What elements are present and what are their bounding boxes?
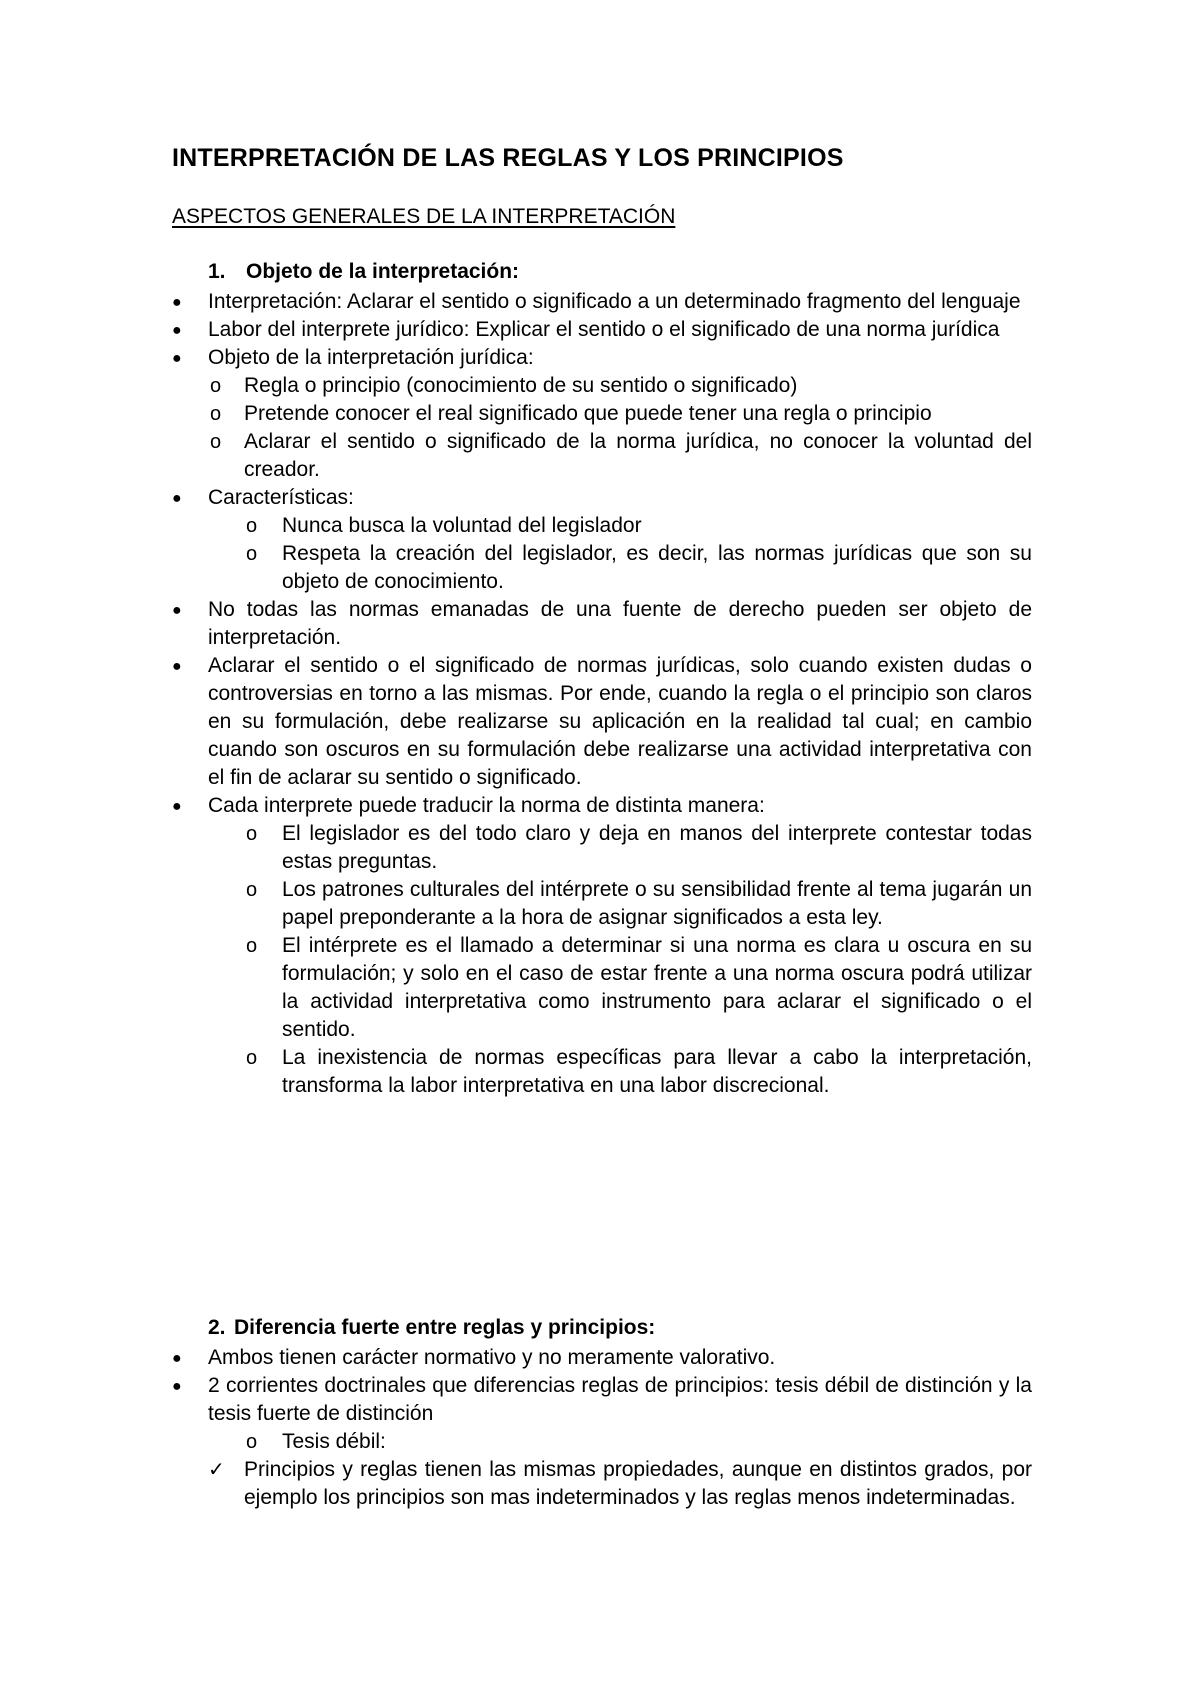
list-item: ● Ambos tienen carácter normativo y no meramente valorativo. bbox=[172, 1344, 1032, 1372]
section-2-list bbox=[172, 1344, 1032, 1512]
list-item: o El legislador es del todo claro y deja en manos del interprete contestar todas estas preguntas. bbox=[246, 822, 1032, 873]
section-1-number: 1. bbox=[208, 260, 226, 283]
circle-bullet-icon: o bbox=[246, 935, 258, 957]
list-item: o El intérprete es el llamado a determinar si una norma es clara u oscura en su formulación; y solo en el caso de estar frente a una norma oscura podrá utilizar la actividad interpretativa como instrumento para aclarar el significado o el sentido. bbox=[246, 934, 1032, 1041]
list-item: o Tesis débil: bbox=[172, 1428, 1032, 1456]
bullet-icon: ● bbox=[172, 602, 182, 619]
circle-bullet-icon: o bbox=[246, 879, 258, 901]
bullet-icon: ● bbox=[172, 350, 182, 367]
bullet-icon: ● bbox=[172, 1350, 182, 1367]
list-item: o Respeta la creación del legislador, es decir, las normas jurídicas que son su objeto de conocimiento. bbox=[246, 542, 1032, 593]
document-title: INTERPRETACIÓN DE LAS REGLAS Y LOS PRINCIPIOS bbox=[172, 144, 844, 172]
list-item: ● Objeto de la interpretación jurídica: bbox=[172, 344, 1032, 372]
section-1-heading bbox=[208, 260, 519, 284]
list-item: ● Interpretación: Aclarar el sentido o significado a un determinado fragmento del lenguaje bbox=[172, 288, 1032, 316]
circle-bullet-icon: o bbox=[246, 1047, 258, 1069]
section-1-list bbox=[172, 288, 1032, 1100]
list-item: ● Cada interprete puede traducir la norma de distinta manera: bbox=[172, 792, 1032, 820]
bullet-icon: ● bbox=[172, 490, 182, 507]
section-1-heading-text: Objeto de la interpretación: bbox=[246, 260, 520, 283]
list-item: o Los patrones culturales del intérprete o su sensibilidad frente al tema jugarán un papel preponderante a la hora de asignar significados a esta ley. bbox=[246, 878, 1032, 929]
check-icon: ✓ bbox=[208, 1459, 225, 1481]
section-2-number: 2. bbox=[208, 1316, 226, 1339]
circle-bullet-icon: o bbox=[246, 543, 258, 565]
bullet-icon: ● bbox=[172, 294, 182, 311]
list-item: ● 2 corrientes doctrinales que diferencias reglas de principios: tesis débil de distinción y la tesis fuerte de distinción bbox=[172, 1374, 1032, 1425]
list-item: ● No todas las normas emanadas de una fuente de derecho pueden ser objeto de interpretación. bbox=[172, 598, 1032, 649]
list-item: o La inexistencia de normas específicas para llevar a cabo la interpretación, transforma la labor interpretativa en una labor discrecional. bbox=[246, 1046, 1032, 1097]
bullet-icon: ● bbox=[172, 1378, 182, 1395]
circle-bullet-icon: o bbox=[210, 431, 222, 453]
list-item: o Regla o principio (conocimiento de su sentido o significado) bbox=[172, 372, 1032, 400]
circle-bullet-icon: o bbox=[246, 823, 258, 845]
section-2-heading-text: Diferencia fuerte entre reglas y principios: bbox=[234, 1316, 656, 1339]
list-item: ● Características: bbox=[172, 484, 1032, 512]
list-item: ● Labor del interprete jurídico: Explicar el sentido o el significado de una norma jurídica bbox=[172, 316, 1032, 344]
document-subtitle: ASPECTOS GENERALES DE LA INTERPRETACIÓN bbox=[172, 205, 676, 228]
bullet-icon: ● bbox=[172, 798, 182, 815]
circle-bullet-icon: o bbox=[210, 403, 222, 425]
circle-bullet-icon: o bbox=[210, 375, 222, 397]
list-item: ✓ Principios y reglas tienen las mismas propiedades, aunque en distintos grados, por ejemplo los principios son mas indeterminados y las reglas menos indeterminadas. bbox=[208, 1458, 1032, 1509]
circle-bullet-icon: o bbox=[246, 515, 258, 537]
circle-bullet-icon: o bbox=[246, 1431, 258, 1453]
list-item: o Nunca busca la voluntad del legislador bbox=[172, 512, 1032, 540]
bullet-icon: ● bbox=[172, 658, 182, 675]
bullet-icon: ● bbox=[172, 322, 182, 339]
section-2-heading bbox=[208, 1316, 655, 1340]
list-item: o Aclarar el sentido o significado de la norma jurídica, no conocer la voluntad del creador. bbox=[210, 430, 1032, 481]
list-item: ● Aclarar el sentido o el significado de normas jurídicas, solo cuando existen dudas o controversias en torno a las mismas. Por ende, cuando la regla o el principio son claros en su formulación, debe realizarse su aplicación en la realidad tal cual; en cambio cuando son oscuros en su formulación debe realizarse una actividad interpretativa con el fin de aclarar su sentido o significado. bbox=[172, 654, 1032, 789]
list-item: o Pretende conocer el real significado que puede tener una regla o principio bbox=[172, 400, 1032, 428]
